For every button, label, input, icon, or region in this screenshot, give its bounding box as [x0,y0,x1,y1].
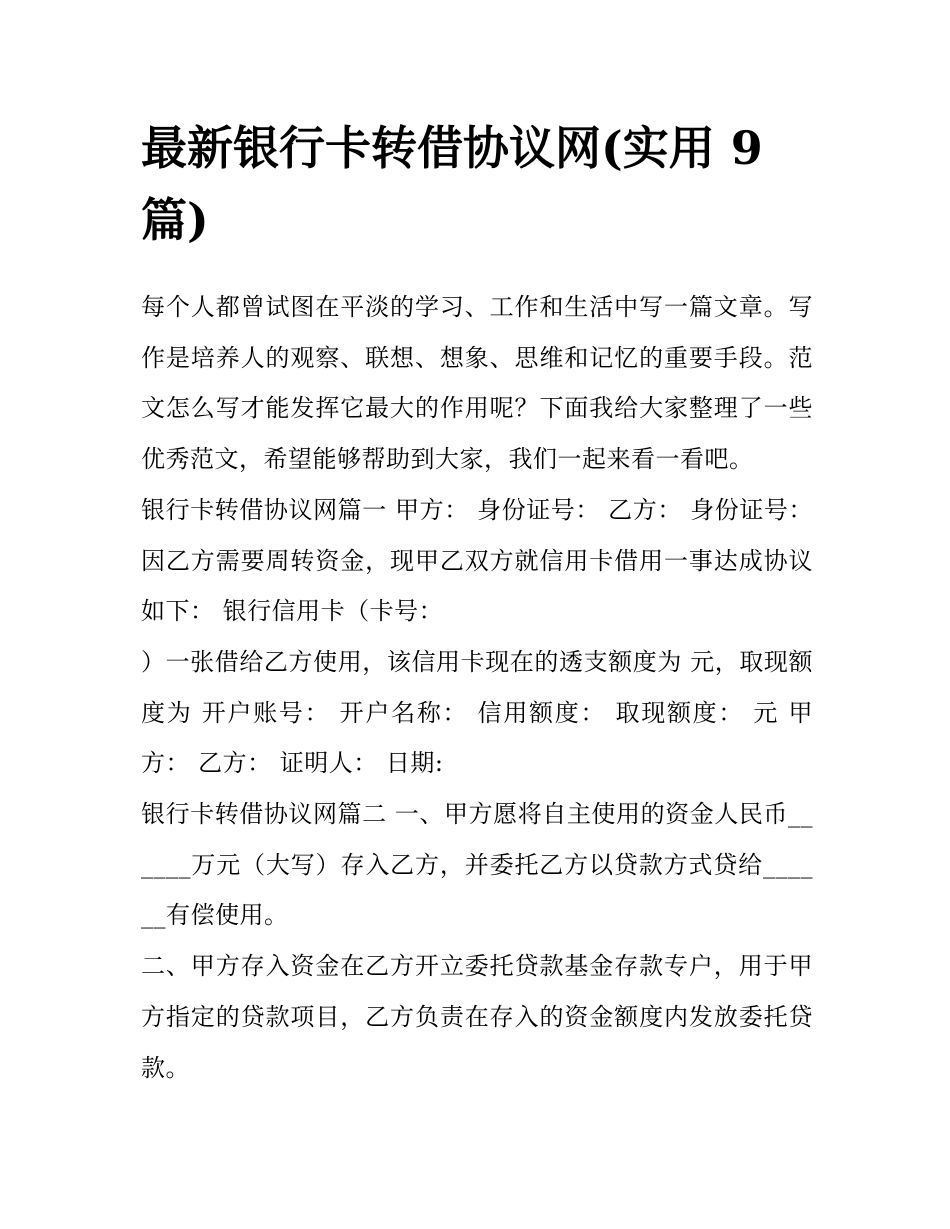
agreement-two-clause-two: 二、甲方存入资金在乙方开立委托贷款基金存款专户，用于甲方指定的贷款项目，乙方负责在存入的资金额度内发放委托贷款。 [141,952,813,1082]
document-title: 最新银行卡转借协议网(实用 9 篇) [141,121,763,247]
agreement-one-paragraph: 银行卡转借协议网篇一 甲方： 身份证号： 乙方： 身份证号： 因乙方需要周转资金，现甲乙双方就信用卡借用一事达成协议如下： 银行信用卡（卡号： [141,495,813,626]
agreement-two-clause-one: 银行卡转借协议网篇二 一、甲方愿将自主使用的资金人民币______万元（大写）存入乙方，并委托乙方以贷款方式贷给______有偿使用。 [141,800,813,930]
intro-paragraph: 每个人都曾试图在平淡的学习、工作和生活中写一篇文章。写作是培养人的观察、联想、想象、思维和记忆的重要手段。范文怎么写才能发挥它最大的作用呢？下面我给大家整理了一些优秀范文，希望能够帮助到大家，我们一起来看一看吧。 [141,293,813,474]
document-body [141,112,813,1093]
agreement-one-continued-paragraph: ）一张借给乙方使用，该信用卡现在的透支额度为 元，取现额度为 开户账号： 开户名称： 信用额度： 取现额度： 元 甲方： 乙方： 证明人： 日期: [141,647,813,778]
